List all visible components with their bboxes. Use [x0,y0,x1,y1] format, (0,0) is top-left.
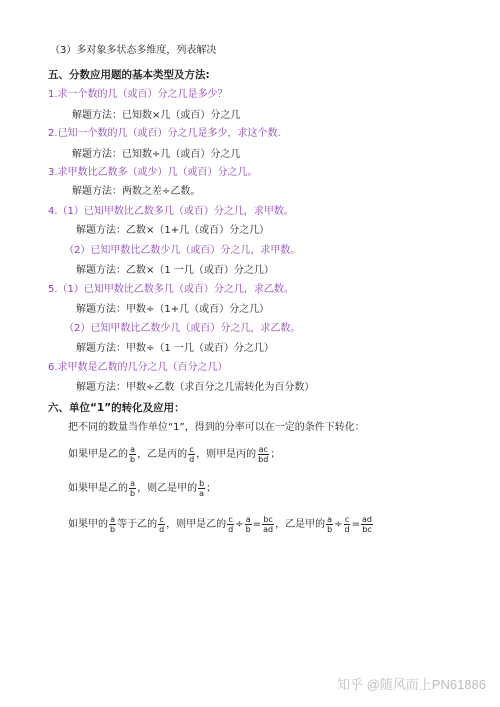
method-6: 解题方法：甲数÷乙数（求百分之几需转化为百分数） [76,382,315,393]
denominator: d [159,524,165,534]
numerator: ad [362,514,372,524]
numerator: c [159,514,164,524]
text: ，则甲是乙的 [166,519,227,530]
divide-sign: ÷ [235,519,244,530]
problem-5-1: 5.（1）已知甲数比乙数多几（或百）分之几，求乙数。 [48,284,294,295]
numerator: bc [263,514,273,524]
fraction-b-a [198,479,205,498]
problem-4-1: 4.（1）已知甲数比乙数多几（或百）分之几，求甲数。 [48,206,294,217]
method-3: 解题方法：两数之差÷乙数。 [72,186,201,197]
fraction-c-d [188,445,195,464]
method-1: 解题方法：已知数×几（或百）分之几 [72,110,241,121]
formula-2 [68,478,216,500]
formula-1 [68,444,280,466]
problem-6: 6.求甲数是乙数的几分之几（百分之几） [48,362,228,373]
fraction-c-d [227,515,234,534]
divide-sign: ÷ [334,519,343,530]
fraction-c-d [344,515,351,534]
fraction-c-d [158,515,165,534]
numerator: a [245,514,251,524]
denominator: b [130,454,136,464]
denominator: d [189,454,195,464]
section-heading-5: 五、分数应用题的基本类型及方法: [48,69,210,81]
text: 等于乙的 [117,519,158,530]
fraction-a-b [326,515,333,534]
formula-3 [68,514,374,536]
problem-2: 2.已知一个数的几（或百）分之几是多少，求这个数. [48,128,281,139]
problem-1: 1.求一个数的几（或百）分之几是多少？ [48,89,228,100]
problem-3: 3.求甲数比乙数多（或少）几（或百）分之几。 [48,167,258,178]
text: 如果甲的 [68,519,108,530]
text: ，则甲是丙的 [196,449,257,460]
text: ； [206,483,217,494]
denominator: d [344,524,350,534]
text: 如果甲是乙的 [68,483,128,494]
method-4-1: 解题方法：乙数×（1+几（或百）分之几） [76,225,270,236]
text-line: （3）多对象多状态多维度，列表解决 [50,45,217,56]
fraction-bc-ad [262,515,274,534]
denominator: b [327,524,333,534]
denominator: ad [263,524,274,534]
text: ； [270,449,281,460]
method-4-2: 解题方法：乙数×（1 一几（或百）分之几） [76,265,274,276]
watermark: 知乎 @随风而上PN61886 [336,677,486,692]
fraction-a-b [129,445,136,464]
method-5-1: 解题方法：甲数÷（1+几（或百）分之几） [76,304,270,315]
problem-4-2: （2）已知甲数比乙数少几（或百）分之几，求甲数。 [64,245,301,256]
method-2: 解题方法：已知数÷几（或百）分之几 [72,149,241,160]
numerator: c [344,514,350,524]
numerator: c [228,514,233,524]
fraction-a-b [129,479,136,498]
denominator: bc [362,524,372,534]
numerator: ac [258,444,268,454]
numerator: a [327,514,333,524]
denominator: b [110,524,116,534]
section-heading-6: 六、单位“1”的转化及应用： [48,402,185,414]
intro-text: 把不同的数量当作单位“1”，得到的分率可以在一定的条件下转化： [68,422,365,433]
numerator: b [199,478,205,488]
numerator: a [130,478,135,488]
fraction-a-b [245,515,252,534]
text: ，乙是甲的 [275,519,326,530]
fraction-a-b [109,515,116,534]
denominator: a [199,488,205,498]
denominator: bd [258,454,269,464]
text: ，乙是丙的 [137,449,188,460]
numerator: a [110,514,115,524]
text: ，则乙是甲的 [137,483,198,494]
fraction-ac-bd [257,445,269,464]
numerator: c [189,444,194,454]
denominator: d [228,524,234,534]
equals-sign: = [252,519,262,530]
problem-5-2: （2）已知甲数比乙数少几（或百）分之几，求乙数。 [64,323,301,334]
equals-sign: = [351,519,361,530]
text: 如果甲是乙的 [68,449,128,460]
method-5-2: 解题方法：甲数÷（1 一几（或百）分之几） [76,343,274,354]
denominator: b [245,524,251,534]
denominator: b [130,488,136,498]
fraction-ad-bc [361,515,373,534]
numerator: a [130,444,135,454]
